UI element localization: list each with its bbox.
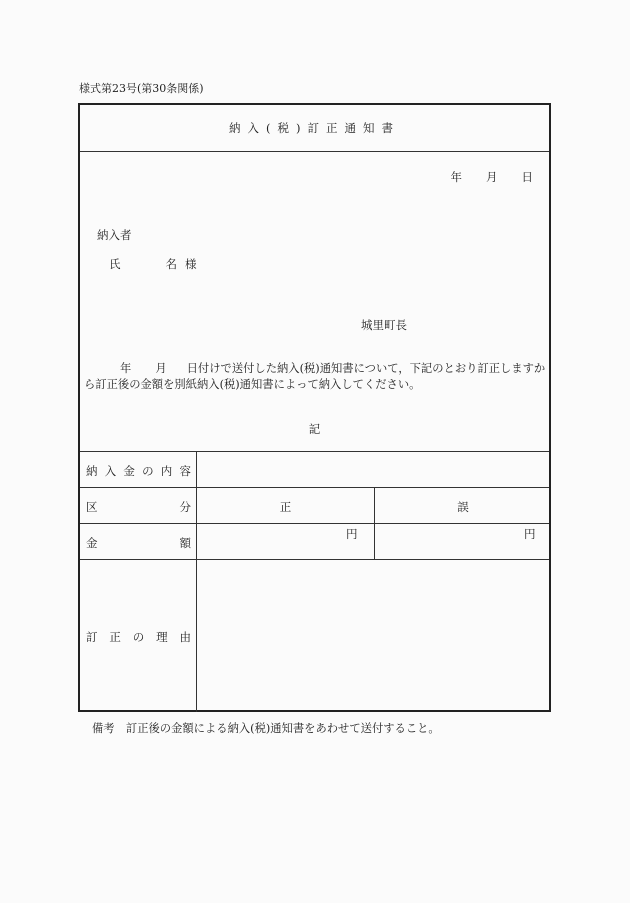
correct-amount-yen: 円 xyxy=(346,527,358,541)
form-caption: 様式第23号(第30条関係) xyxy=(79,82,204,95)
name-part-1: 氏 xyxy=(109,257,121,271)
table-line-4 xyxy=(80,559,549,560)
body-month: 月 xyxy=(155,362,167,375)
body-text: 日付けで送付した納入(税)通知書について，下記のとおり訂正しますから訂正後の金額を別紙納入(税)通知書によって納入してください。 xyxy=(84,362,546,391)
remarks-note: 備考 訂正後の金額による納入(税)通知書をあわせて送付すること。 xyxy=(92,722,440,735)
name-line xyxy=(109,256,197,272)
table-top-line xyxy=(80,451,549,452)
row-reason-label: 訂 正 の 理 由 xyxy=(86,630,191,644)
date-day: 日 xyxy=(521,170,533,184)
ki-heading: 記 xyxy=(308,422,321,436)
form-title: 納入(税)訂正通知書 xyxy=(80,105,549,152)
date-line xyxy=(451,169,534,185)
value-column-divider xyxy=(374,487,375,559)
payer-label: 納入者 xyxy=(97,228,132,242)
row-content-label: 納 入 金 の 内 容 xyxy=(86,464,191,478)
name-part-2: 名 xyxy=(165,257,177,271)
date-year: 年 xyxy=(450,170,462,184)
name-honorific: 様 xyxy=(185,257,197,271)
issuer: 城里町長 xyxy=(361,318,407,332)
row-amount-label: 金 額 xyxy=(86,536,191,550)
notice-form xyxy=(78,103,551,712)
date-month: 月 xyxy=(486,170,498,184)
label-column-divider xyxy=(196,451,197,712)
correct-header: 正 xyxy=(279,500,292,514)
row-category-label: 区 分 xyxy=(86,500,191,514)
table-line-3 xyxy=(80,523,549,524)
notice-body xyxy=(84,361,549,393)
table-line-2 xyxy=(80,487,549,488)
body-year: 年 xyxy=(120,362,132,375)
wrong-amount-yen: 円 xyxy=(524,527,536,541)
wrong-header: 誤 xyxy=(457,500,469,514)
